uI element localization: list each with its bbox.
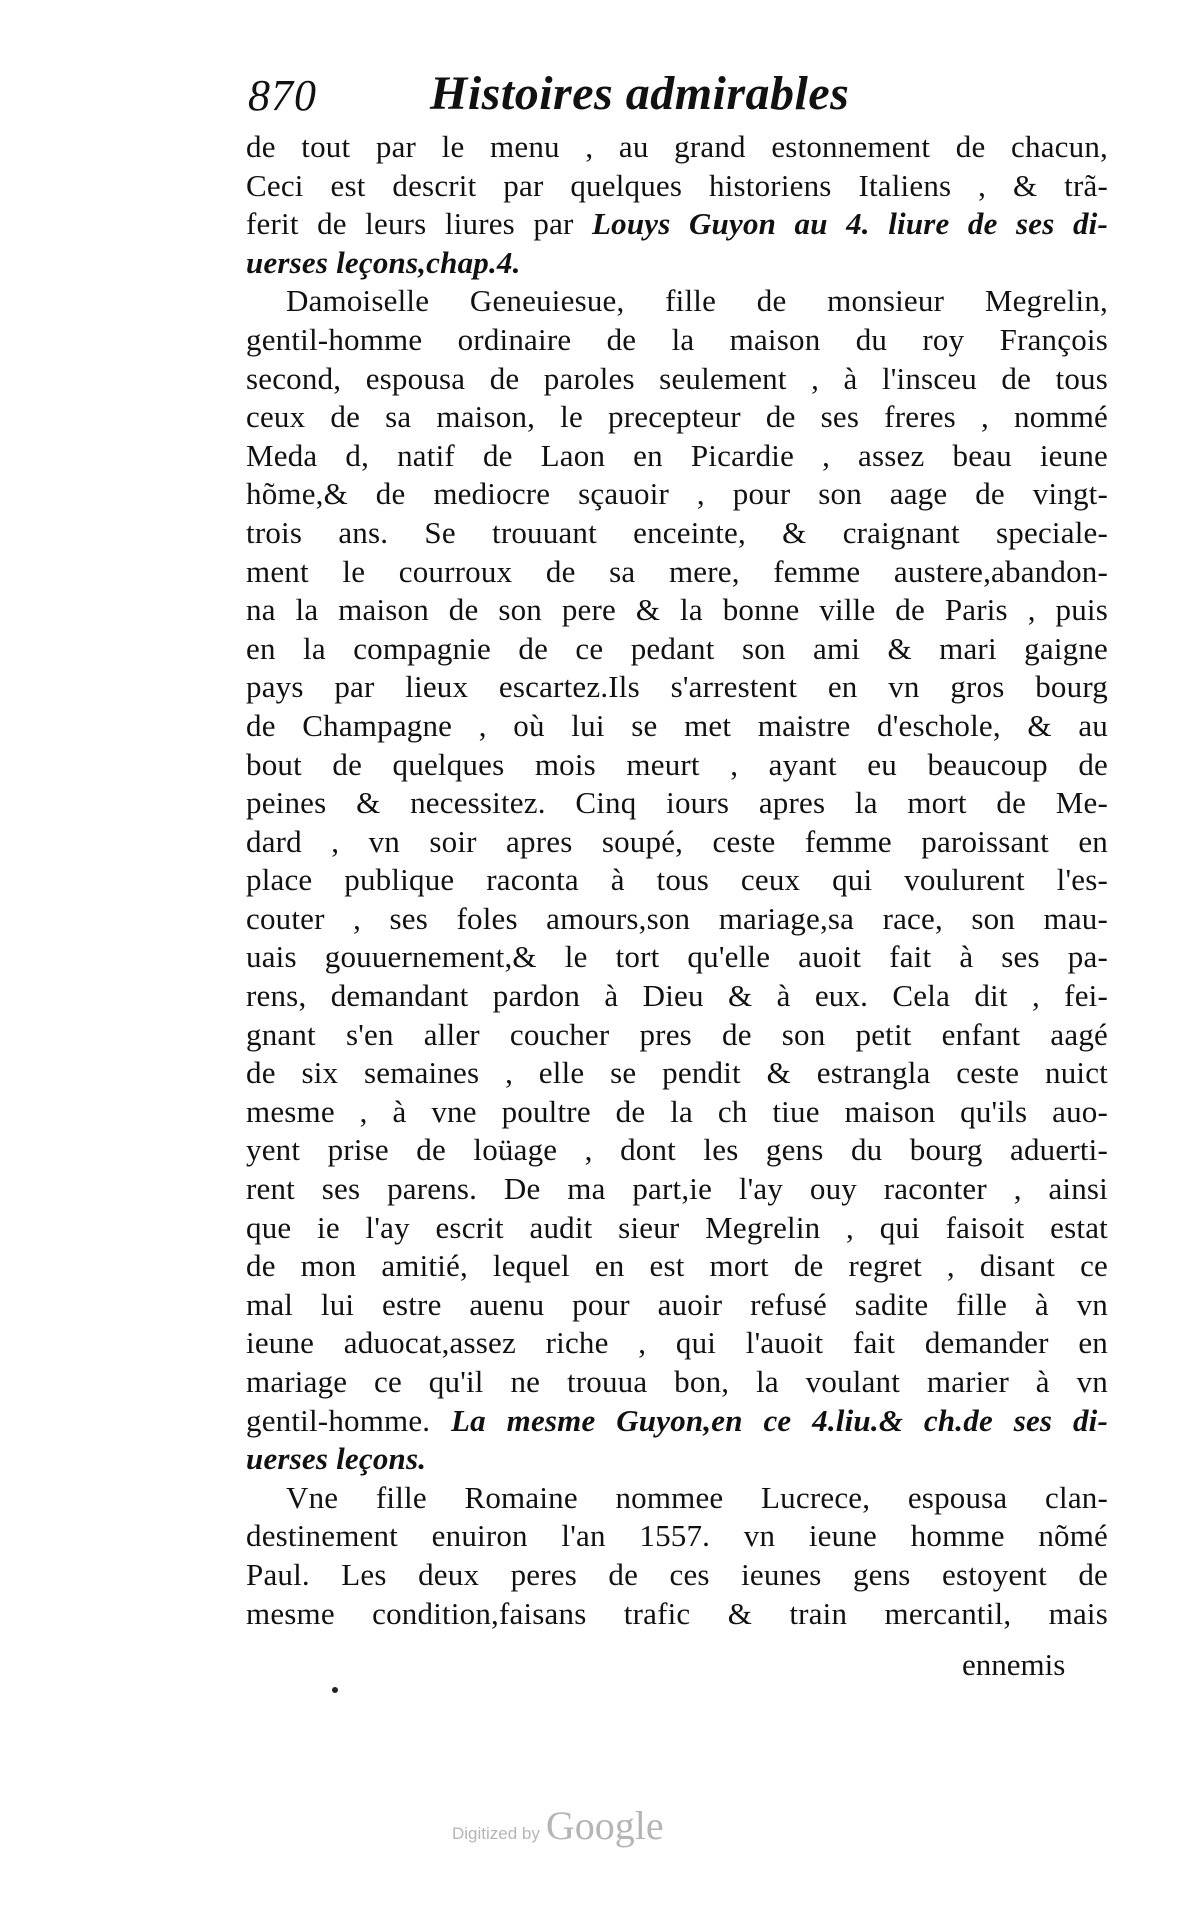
text-line: [246, 1054, 1108, 1093]
line-text: rent ses parens. De ma part,ie l'ay ouy raconter , ainsi: [246, 1171, 1108, 1207]
line-text: mariage ce qu'il ne trouua bon, la voulant marier à vn: [246, 1364, 1108, 1399]
text-line: [246, 1209, 1108, 1248]
line-text: Damoiselle Geneuiesue, fille de monsieur Megrelin,: [286, 283, 1108, 319]
line-text: mesme , à vne poultre de la ch tiue maison qu'ils auo-: [246, 1093, 1108, 1129]
line-text: que ie l'ay escrit audit sieur Megrelin , qui faisoit estat: [246, 1209, 1108, 1245]
line-text: mesme condition,faisans trafic & train mercantil, mais: [246, 1595, 1108, 1631]
running-title: Histoires admirables: [430, 67, 850, 120]
text-line: [246, 1324, 1108, 1363]
line-text: bout de quelques mois meurt , ayant eu beaucoup de: [246, 746, 1108, 782]
text-line: [246, 1595, 1108, 1634]
text-line: [246, 1517, 1108, 1556]
line-text: pays par lieux escartez.Ils s'arrestent en vn gros bourg: [246, 669, 1108, 705]
line-text: destinement enuiron l'an 1557. vn ieune homme nõmé: [246, 1518, 1108, 1554]
text-line: [246, 668, 1108, 707]
line-text: gentil-homme.: [246, 1402, 452, 1438]
google-logo: Google: [545, 1803, 664, 1848]
text-line: [246, 360, 1108, 399]
line-text: gentil-homme ordinaire de la maison du roy François: [246, 321, 1108, 357]
line-text: uais gouuernement,& le tort qu'elle auoit fait à ses pa-: [246, 939, 1108, 975]
line-text: de tout par le menu , au grand estonnement de chacun,: [246, 129, 1108, 164]
page-header: [248, 62, 938, 122]
line-text: de Champagne , où lui se met maistre d'eschole, & au: [246, 707, 1108, 743]
text-line: [246, 128, 1108, 167]
text-line: [246, 707, 1108, 746]
line-text: Ceci est descrit par quelques historiens Italiens , & trã-: [246, 167, 1108, 203]
line-text: Meda d, natif de Laon en Picardie , assez beau ieune: [246, 437, 1108, 473]
text-line: [246, 205, 1108, 244]
line-text: ieune aduocat,assez riche , qui l'auoit fait demander en: [246, 1325, 1108, 1361]
text-line: [246, 437, 1108, 476]
text-line: [246, 1440, 1108, 1479]
line-text: ceux de sa maison, le precepteur de ses freres , nommé: [246, 399, 1108, 435]
line-text: yent prise de loüage , dont les gens du bourg aduerti-: [246, 1132, 1108, 1168]
line-text: couter , ses foles amours,son mariage,sa race, son mau-: [246, 900, 1108, 936]
line-text: Vne fille Romaine nommee Lucrece, espousa clan-: [286, 1479, 1108, 1515]
line-text: de six semaines , elle se pendit & estrangla ceste nuict: [246, 1055, 1108, 1091]
text-line: [246, 1247, 1108, 1286]
text-line: [246, 1556, 1108, 1595]
text-line: [246, 1170, 1108, 1209]
text-line: [246, 861, 1108, 900]
line-text: na la maison de son pere & la bonne ville de Paris , puis: [246, 592, 1108, 628]
text-line: [246, 823, 1108, 862]
catchword: ennemis: [962, 1647, 1066, 1682]
line-text: Paul. Les deux peres de ces ieunes gens estoyent de: [246, 1556, 1108, 1592]
text-line: [246, 167, 1108, 206]
line-text: de mon amitié, lequel en est mort de regret , disant ce: [246, 1248, 1108, 1284]
body-text: [246, 128, 1108, 1633]
line-text: en la compagnie de ce pedant son ami & mari gaigne: [246, 630, 1108, 666]
line-text: gnant s'en aller coucher pres de son petit enfant aagé: [246, 1016, 1108, 1052]
citation-text: La mesme Guyon,en ce 4.liu.& ch.de ses di-: [451, 1402, 1108, 1438]
text-line: [246, 746, 1108, 785]
line-text: dard , vn soir apres soupé, ceste femme paroissant en: [246, 823, 1108, 859]
text-line: [246, 977, 1108, 1016]
line-text: mal lui estre auenu pour auoir refusé sadite fille à vn: [246, 1286, 1108, 1322]
text-line: [246, 1016, 1108, 1055]
digitization-watermark: [452, 1802, 664, 1849]
line-text: rens, demandant pardon à Dieu & à eux. Cela dit , fei-: [246, 978, 1108, 1014]
text-line: [246, 1363, 1108, 1402]
text-line: [246, 784, 1108, 823]
line-text: trois ans. Se trouuant enceinte, & craignant speciale-: [246, 514, 1108, 550]
digitized-by-label: Digitized by: [452, 1824, 540, 1843]
text-line: [246, 1479, 1108, 1518]
line-text: hõme,& de mediocre sçauoir , pour son aage de vingt-: [246, 476, 1108, 512]
text-line: [246, 553, 1108, 592]
line-text: ment le courroux de sa mere, femme austere,abandon-: [246, 553, 1108, 589]
line-text: place publique raconta à tous ceux qui voulurent l'es-: [246, 862, 1108, 898]
text-line: [246, 938, 1108, 977]
citation-text: Louys Guyon au 4. liure de ses di-: [592, 206, 1108, 242]
text-line: [246, 1286, 1108, 1325]
text-line: [246, 282, 1108, 321]
text-line: [246, 591, 1108, 630]
text-line: [246, 514, 1108, 553]
text-line: [246, 1402, 1108, 1441]
text-line: [246, 244, 1108, 283]
ink-speck: [332, 1687, 338, 1693]
citation-text: uerses leçons,chap.4.: [246, 244, 521, 280]
text-line: [246, 398, 1108, 437]
line-text: ferit de leurs liures par: [246, 206, 593, 242]
text-line: [246, 1131, 1108, 1170]
page-number: 870: [248, 71, 317, 120]
text-line: [246, 321, 1108, 360]
text-line: [246, 900, 1108, 939]
citation-text: uerses leçons.: [246, 1441, 427, 1477]
text-line: [246, 1093, 1108, 1132]
line-text: second, espousa de paroles seulement , à l'insceu de tous: [246, 360, 1108, 396]
text-line: [246, 630, 1108, 669]
text-line: [246, 475, 1108, 514]
line-text: peines & necessitez. Cinq iours apres la mort de Me-: [246, 785, 1108, 821]
